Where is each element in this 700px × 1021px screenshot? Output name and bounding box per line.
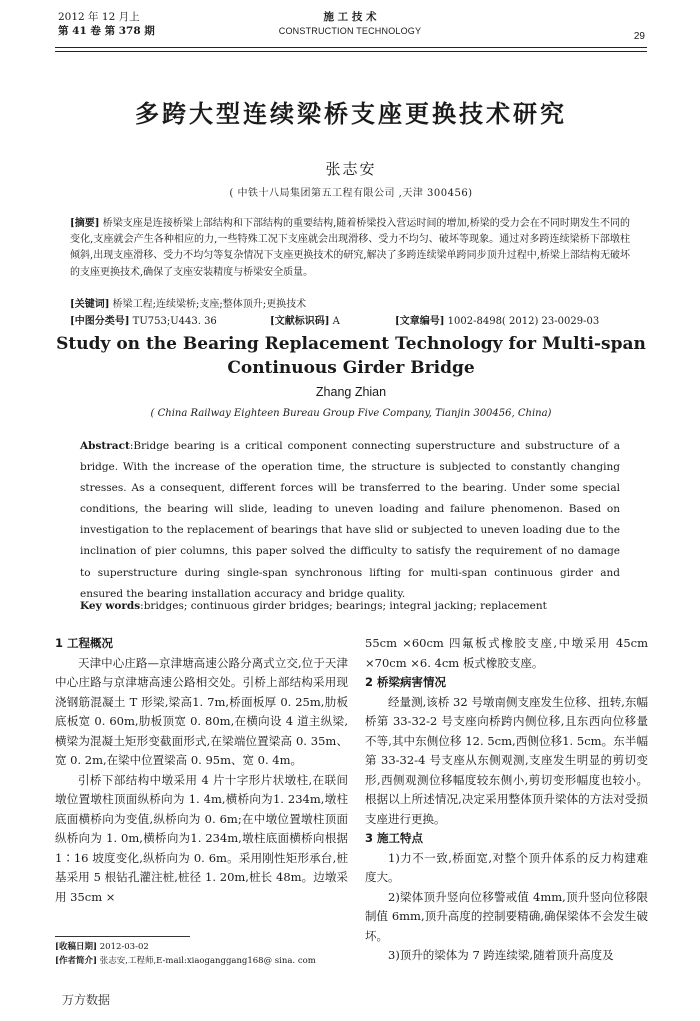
footnote	[55, 940, 355, 968]
header-rule	[55, 47, 647, 48]
running-header-center	[260, 10, 440, 38]
clc-label: [中图分类号]	[70, 316, 130, 327]
received-label: [收稿日期]	[55, 942, 98, 952]
watermark: 万方数据	[62, 993, 111, 1007]
page-number: 29	[633, 31, 645, 42]
author-cn: 张志安	[325, 160, 377, 178]
section-heading-3: 3 施工特点	[365, 831, 424, 845]
body-paragraph: 1)力不一致,桥面宽,对整个顶升体系的反力构建难度大。	[365, 850, 648, 884]
doc-code-label: [文献标识码]	[270, 316, 330, 327]
keywords-en	[80, 597, 620, 615]
body-paragraph: 2)梁体顶升竖向位移警戒值 4mm,顶升竖向位移限制值 6mm,顶升高度的控制要精确,确保梁体不会发生破坏。	[365, 889, 648, 943]
body-paragraph: 55cm ×60cm 四氟板式橡胶支座,中墩采用 45cm ×70cm ×6. 4cm 板式橡胶支座。	[365, 636, 648, 670]
keywords-cn-label: [关键词]	[70, 299, 110, 310]
bio-value: 张志安,工程师,E-mail:xiaoganggang168@ sina. com	[97, 956, 316, 966]
paper-title-cn: 多跨大型连续梁桥支座更换技术研究	[135, 99, 567, 128]
doc-code-value: A	[329, 316, 340, 327]
abstract-cn-text: 桥梁支座是连接桥梁上部结构和下部结构的重要结构,随着桥梁投入营运时间的增加,桥梁的受力会在不同时期发生不同的变化,支座就会产生各种相应的力,一些特殊工况下支座就会出现滑移、受力不均匀、破坏等现象。通过对多跨连续梁桥下部墩柱倾斜,出现支座滑移、受力不均匀等复杂情况下支座更换技术的研究,解决了多跨连续梁单跨同步顶升过程中,桥梁上部结构无破坏的支座更换技术,确保了支座安装精度与桥梁安全质量。	[70, 218, 630, 278]
body-paragraph: 经量测,该桥 32 号墩南侧支座发生位移、扭转,东幅桥第 33-32-2 号支座向桥跨内侧位移,且东西向位移量不等,其中东侧位移 12. 5cm,西侧位移1. 5cm。东半幅第 33-32-4 号支座从东侧观测,支座发生明显的剪切变形,西侧观测位移幅度较东侧小,剪切变形幅度也较小。根据以上所述情况,决定采用整体顶升梁体的方法对受损支座进行更换。	[365, 694, 648, 826]
body-paragraph: 天津中心庄路—京津塘高速公路分离式立交,位于天津中心庄路与京津塘高速公路相交处。引桥上部结构采用现浇钢筋混凝土 T 形梁,梁高1. 7m,桥面板厚 0. 25m,肋板底板宽 0. 60m,肋板顶宽 0. 80m,在横向设 4 道主纵梁,横梁为混凝土矩形变截面形式,在梁端位置梁高 0. 35m、宽 0. 2m,在梁中位置梁高 0. 95m、宽 0. 4m。	[55, 655, 348, 767]
article-number-label: [文章编号]	[395, 316, 445, 327]
body-paragraph: 引桥下部结构中墩采用 4 片十字形片状墩柱,在联间墩位置墩柱顶面纵桥向为 1. 4m,横桥向为1. 234m,墩柱底面横桥向为变值,纵桥向为 0. 6m;在中墩位置墩柱顶面纵桥向为 1. 0m,横桥向为1. 234m,墩柱底面横桥向根据 1∶16 坡度变化,纵桥向为 0. 6m。采用刚性矩形承台,桩基采用 5 根钻孔灌注桩,桩径 1. 20m,桩长 48m。边墩采用 35cm ×	[55, 772, 348, 904]
author-bio	[55, 954, 355, 968]
keywords-en-label: Key words	[80, 600, 141, 612]
section-heading-1: 1 工程概况	[55, 636, 114, 650]
affiliation-cn: ( 中铁十八局集团第五工程有限公司 ,天津 300456)	[229, 188, 473, 199]
body-column-left	[55, 634, 348, 907]
clc-value: TU753;U443. 36	[129, 316, 217, 327]
clc-field	[70, 314, 270, 330]
body-paragraph: 3)顶升的梁体为 7 跨连续梁,随着顶升高度及	[388, 948, 614, 962]
abstract-cn	[70, 216, 630, 281]
paper-title-en	[55, 332, 647, 380]
bio-label: [作者简介]	[55, 956, 98, 966]
abstract-en	[80, 436, 620, 605]
classification-line	[70, 314, 630, 330]
body-column-right	[365, 634, 648, 966]
footnote-rule	[55, 936, 190, 937]
keywords-cn	[70, 297, 630, 313]
article-number-field	[395, 314, 599, 330]
journal-name-en: CONSTRUCTION TECHNOLOGY	[278, 26, 422, 36]
received-value: 2012-03-02	[97, 942, 149, 952]
affiliation-en: ( China Railway Eighteen Bureau Group Five Company, Tianjin 300456, China)	[150, 408, 552, 419]
abstract-cn-label: [摘要]	[70, 218, 100, 229]
abstract-en-label: Abstract	[80, 440, 130, 452]
volume-issue: 第 41 卷 第 378 期	[58, 25, 155, 37]
received-date	[55, 940, 355, 954]
paper-title-en-line1: Study on the Bearing Replacement Technology for Multi-span	[56, 334, 646, 354]
paper-title-en-line2: Continuous Girder Bridge	[227, 358, 475, 378]
author-en: Zhang Zhian	[315, 385, 387, 399]
header-rule-thin	[55, 51, 647, 52]
abstract-en-text: :Bridge bearing is a critical component connecting superstructure and substructure of a bridge. With the increase of the operation time, the structure is subjected to constantly changing stresses. As a consequent, different forces will be transferred to the bearing. Under some special conditions, the bearing will slide, leading to uneven loading and failure phenomenon. Based on investigation to the replacement of bearings that have slid or subjected to uneven loading due to the inclination of pier columns, this paper solved the difficulty to satisfy the requirement of no damage to superstructure during single-span synchronous lifting for multi-span continuous girder and ensured the bearing installation accuracy and bridge quality.	[80, 440, 620, 600]
journal-name-cn: 施 工 技 术	[323, 11, 377, 23]
section-heading-2: 2 桥梁病害情况	[365, 675, 447, 689]
running-header-left	[58, 10, 155, 38]
article-number-value: 1002-8498( 2012) 23-0029-03	[444, 316, 600, 327]
doc-code-field	[270, 314, 395, 330]
keywords-en-text: :bridges; continuous girder bridges; bearings; integral jacking; replacement	[140, 600, 547, 612]
issue-date: 2012 年 12 月上	[58, 11, 140, 23]
keywords-cn-text: 桥梁工程;连续梁桥;支座;整体顶升;更换技术	[109, 299, 307, 310]
